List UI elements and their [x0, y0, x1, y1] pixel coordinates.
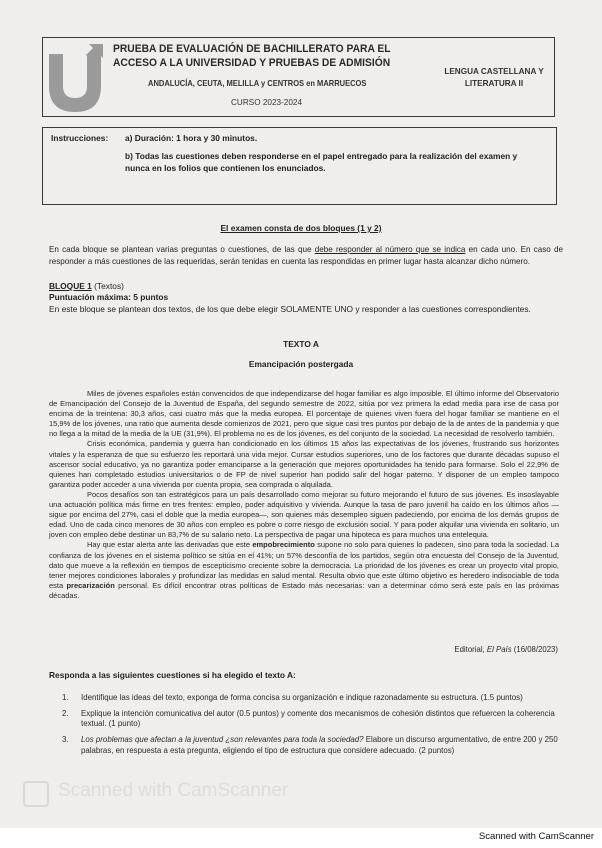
scanner-footer: Scanned with CamScanner [478, 831, 594, 842]
exam-course: CURSO 2023-2024 [231, 98, 302, 107]
bloque-1-heading [49, 281, 563, 292]
university-logo-icon [45, 40, 105, 114]
questions-heading: Responda a las siguientes cuestiones si ha elegido el texto A: [49, 670, 296, 680]
intro-text-end: en cada uno. En caso de responder a más cuestiones de las requeridas, serán tenidas en cuenta las respondidas en primer lugar hasta alcanzar dicho número. [49, 245, 563, 266]
bold-term: empobrecimiento [252, 540, 315, 550]
question-item [62, 709, 562, 730]
paragraph-text: Hay que estar alerta ante las derivadas que este [87, 540, 253, 550]
exam-header [42, 37, 555, 117]
camscanner-watermark: Scanned with CamScanner [58, 780, 289, 801]
bold-term: precarización [66, 580, 115, 590]
question-text: Elabore un discurso argumentativo, de entre 200 y 250 palabras, en respuesta a esta pregunta, eligiendo el tipo de estructura que considere adecuado. (2 puntos) [81, 735, 558, 755]
camscanner-watermark-icon [23, 781, 49, 807]
texto-a-title: Emancipación postergada [248, 359, 354, 369]
article-source [454, 645, 558, 654]
exam-title: PRUEBA DE EVALUACIÓN DE BACHILLERATO PARA EL ACCESO A LA UNIVERSIDAD Y PRUEBAS DE ADMISIÓN [113, 43, 391, 69]
exam-subject: LENGUA CASTELLANA Y LITERATURA II [444, 67, 544, 88]
article-paragraph [49, 540, 559, 601]
paragraph-text: personal. Es difícil encontrar otras políticas de Estado más necesarias: van a determinar cómo será este país en las próximas décadas. [49, 580, 560, 600]
question-item [62, 693, 562, 703]
bloque-1-score: Puntuación máxima: 5 puntos [49, 292, 169, 303]
bloque-1 [49, 281, 563, 315]
article-paragraph: Crisis económica, pandemia y guerra han condicionado en los últimos 15 años las expectativas de los jóvenes, frustrando sus horizontes vitales y la esperanza de que su esfuerzo les reportará una vida mejor. Cursar estudios superiores, uno de los factores que durante décadas supuso el ascensor social educativo, ya no garantiza poder emanciparse a la generación que mejores oportunidades ha tenido para formarse. Solo el 22,9% de quienes han completado estudios universitarios o de FP de nivel superior han podido salir del hogar paterno. Y disponer de un empleo tampoco garantiza poder acceder a una vivienda por cuenta propia, sea comprada o alquilada. [49, 439, 559, 489]
exam-regions: ANDALUCÍA, CEUTA, MELILLA y CENTROS en MARRUECOS [148, 79, 367, 88]
texto-a-body [49, 389, 559, 601]
instructions-label: Instrucciones: [51, 133, 109, 143]
exam-structure-title: El examen consta de dos bloques (1 y 2) [220, 223, 382, 233]
bloque-1-instructions: En este bloque se plantean dos textos, de los que debe elegir SOLAMENTE UNO y responder a las cuestiones correspondientes. [49, 303, 531, 314]
question-item [62, 735, 562, 756]
intro-text-underlined: debe responder al número que se indica [314, 245, 466, 254]
bloque-1-title: BLOQUE 1 [49, 281, 92, 291]
question-number: 1. [62, 693, 69, 702]
instruction-duration: a) Duración: 1 hora y 30 minutos. [125, 133, 258, 143]
question-number: 2. [62, 708, 69, 718]
source-publication: El País [486, 645, 512, 654]
question-italic-prompt: Los problemas que afectan a la juventud ¿son relevantes para toda la sociedad? [81, 735, 364, 745]
question-text: Identifique las ideas del texto, exponga de forma concisa su organización e indique razonadamente su estructura. (1.5 puntos) [81, 693, 523, 702]
source-prefix: Editorial, [454, 645, 487, 654]
instruction-answer-paper: b) Todas las cuestiones deben responderse en el papel entregado para la realización del examen y nunca en los folios que contienen los enunciados. [125, 151, 518, 173]
paragraph-text: supone no solo para quienes lo padecen, sino para toda la sociedad. La confianza de los jóvenes en el sistema político se sitúa en el 41%; un 57% desconfía de los partidos, según otra encuesta del Consejo de la Juventud, dato que mueve a la reflexión en tiempos de escepticismo creciente sobre la democracia. La prioridad de los jóvenes es crear un proyecto vital propio, tener mejores condiciones laborales y profundizar las medidas en salud mental. Resulta obvio que este último objetivo es heredero indisociable de toda esta [49, 540, 559, 590]
instructions-box [42, 127, 557, 205]
article-paragraph: Miles de jóvenes españoles están convencidos de que independizarse del hogar familiar es algo imposible. El último informe del Observatorio de Emancipación del Consejo de la Juventud de España, del segundo semestre de 2022, sitúa por vez primera la edad media para irse de casa por encima de la treintena: 30,3 años, casi cuatro más que la media europea. El porcentaje de quienes viven fuera del hogar familiar se mantiene en el 15,9% de los jóvenes, una ratio que aumenta desde comienzos de 2021, pero que sigue casi tres puntos por debajo de la de antes de la pandemia y que no llega a la mitad de la media de la UE (31,9%). El problema no es de los jóvenes, es del conjunto de la sociedad. La necesidad de resolverlo también. [49, 389, 559, 439]
source-date: (16/08/2023) [511, 645, 558, 654]
texto-a-label: TEXTO A [283, 339, 319, 349]
bloque-1-note: (Textos) [91, 281, 124, 291]
questions-list [62, 693, 562, 762]
article-paragraph: Pocos desafíos son tan estratégicos para un país desarrollado como mejorar su futuro mejorando el futuro de sus jóvenes. Es insoslayable una actuación política más firme en tres frentes: empleo, poder adquisitivo y vivienda. Aunque la tasa de paro juvenil ha caído en los últimos años —sigue por encima del 27%, casi el doble que la media europea—, son quienes más desempleo siguen padeciendo, por encima de los demás grupos de edad. Uno de cada cinco menores de 30 años con empleo es pobre o corre riesgo de exclusión social. Y para poder alquilar una vivienda en solitario, un joven con empleo debe destinar un 83,7% de su salario neto. La perspectiva de pagar una hipoteca es para muchos una entelequia. [49, 489, 559, 540]
question-number: 3. [62, 735, 69, 745]
exam-structure-intro [49, 244, 563, 267]
question-text: Explique la intención comunicativa del autor (0.5 puntos) y comente dos mecanismos de cohesión distintos que refuercen la coherencia textual. (1 punto) [81, 708, 555, 729]
intro-text-start: En cada bloque se plantean varias preguntas o cuestiones, de las que [49, 245, 315, 254]
